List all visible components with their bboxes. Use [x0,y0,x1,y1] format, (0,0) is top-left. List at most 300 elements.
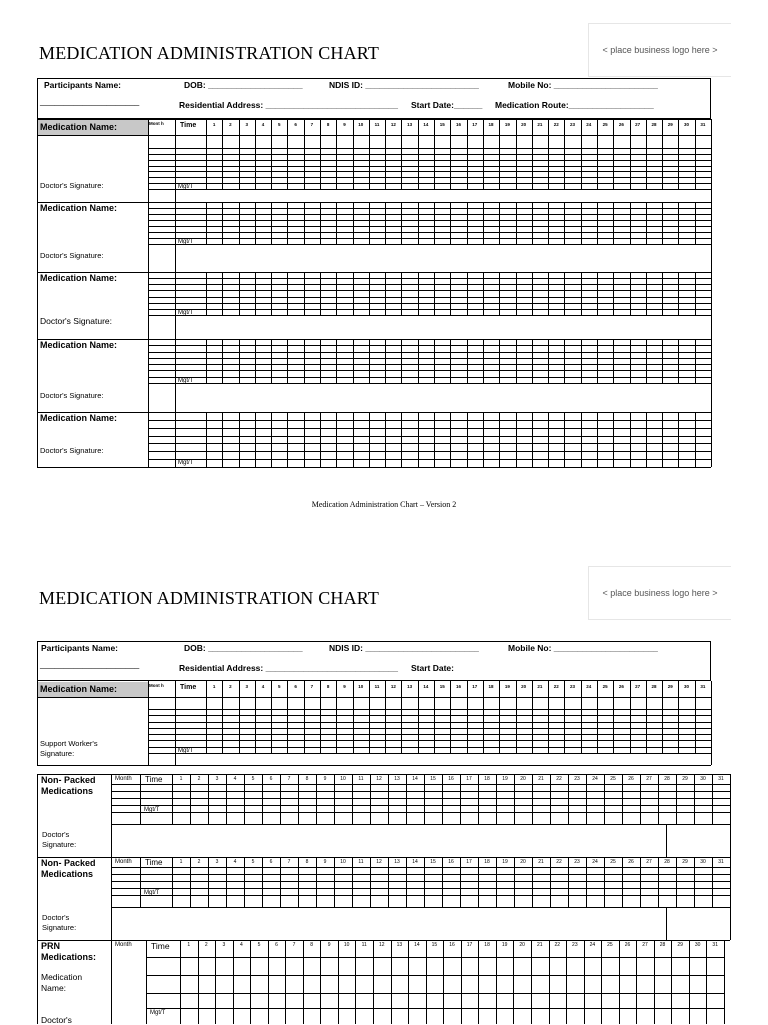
block-bottom-line [37,940,730,941]
day-column-line [287,119,288,189]
grid-row-line [148,238,711,239]
day-column-line [586,774,587,824]
doctor-signature-label[interactable]: Doctor's Signature: [42,830,77,849]
grid-row-line [148,226,711,227]
day-header: 6 [275,942,278,948]
day-header: 27 [635,684,641,689]
day-header: 10 [340,776,346,782]
day-header: 20 [520,776,526,782]
day-header: 16 [455,684,461,689]
mobile-field[interactable]: Mobile No: ______________________ [508,80,658,90]
day-column-line [320,681,321,753]
grid-left-border [37,857,38,940]
grid-row-line [148,358,711,359]
day-header: 26 [618,122,624,127]
month-column-line [148,119,149,202]
grid-row-line [148,297,711,298]
page-title-2: MEDICATION ADMINISTRATION CHART [39,588,380,608]
day-column-line [450,119,451,189]
mgt-label: Mgt/T [144,890,160,896]
day-header: 15 [430,776,436,782]
day-header: 9 [323,776,327,782]
day-header: 16 [448,859,454,865]
time-column-header: Time [180,684,197,691]
month-header: Month [115,859,132,865]
day-header: 2 [197,776,201,782]
day-column-line [287,272,288,315]
day-header: 9 [343,684,346,689]
logo-placeholder: < place business logo here > [588,23,731,77]
grid-row-line [148,459,711,460]
grid-right-border [711,119,712,467]
day-column-line [514,774,515,824]
day-column-line [418,272,419,315]
day-column-line [369,681,370,753]
day-column-line [460,857,461,907]
day-column-line [338,940,339,1024]
day-column-line [564,681,565,753]
grid-row-line [148,412,711,413]
day-column-line [450,412,451,467]
day-header: 19 [501,942,508,948]
day-header: 14 [412,859,418,865]
day-header: 11 [374,122,380,127]
day-column-line [222,412,223,467]
day-header: 12 [390,122,396,127]
grid-row-line [148,214,711,215]
day-column-line [499,681,500,753]
day-column-line [461,940,462,1024]
day-column-line [442,774,443,824]
prn-label: PRN Medications: [41,941,97,962]
day-header: 31 [700,684,706,689]
day-column-line [434,339,435,383]
mgt-label: Mgt/T [178,184,194,191]
day-column-line [206,202,207,244]
day-column-line [271,339,272,383]
day-column-line [418,119,419,189]
day-column-line [499,339,500,383]
month-column-line [148,339,149,412]
day-header: 25 [602,122,608,127]
day-header: 19 [504,122,510,127]
day-header: 21 [538,859,544,865]
grid-row-line [148,364,711,365]
day-column-line [483,412,484,467]
day-column-line [388,774,389,824]
day-column-line [401,681,402,753]
mgt-label: Mgt/T [178,239,194,245]
day-header: 2 [229,122,232,127]
grid-row-line [148,753,711,754]
day-column-line [712,774,713,824]
day-header: 30 [694,942,701,948]
day-column-line [706,940,707,1024]
day-column-line [662,412,663,467]
day-column-line [255,412,256,467]
day-column-line [388,857,389,907]
day-header: 16 [449,942,455,948]
time-header: Time [145,775,163,784]
day-column-line [658,857,659,907]
day-header: 23 [570,684,576,689]
day-column-line [695,681,696,753]
day-header: 7 [287,859,291,865]
day-column-line [514,857,515,907]
day-header: 3 [245,122,248,127]
grid-row-line [111,824,730,825]
medication-name-label: Medication Name: [40,122,118,132]
day-column-line [499,202,500,244]
month-column-line [111,774,112,857]
time-header: Time [151,941,170,951]
day-header: 13 [396,942,403,948]
grid-row-line [148,345,711,346]
time-column-line [175,119,176,202]
grid-row-line [148,315,711,316]
day-column-line [239,412,240,467]
doctor-signature-label[interactable]: Doctor's Signature: [40,391,104,400]
day-column-line [369,119,370,189]
day-header: 15 [431,942,438,948]
grid-row-line [148,709,711,710]
day-header: 19 [502,776,508,782]
day-header: 23 [570,122,576,127]
day-column-line [172,774,173,824]
month-column-line [148,272,149,339]
day-column-line [604,857,605,907]
day-column-line [418,339,419,383]
day-header: 1 [212,684,216,689]
day-column-line [586,857,587,907]
day-header: 18 [484,776,490,782]
day-header: 16 [455,122,461,127]
day-column-line [336,119,337,189]
participant-name-label: Participants Name: [44,80,121,90]
time-column-line [140,857,141,907]
day-header: 21 [538,776,544,782]
day-column-line [418,681,419,753]
day-column-line [568,857,569,907]
block-top-line [37,774,730,775]
ndis-id-field-2[interactable]: NDIS ID: ________________________ [329,643,479,653]
day-column-line [597,412,598,467]
day-column-line [678,681,679,753]
day-header: 17 [472,684,478,689]
mgt-label: Mgt/T [178,747,194,754]
day-header: 3 [215,859,219,865]
day-column-line [564,202,565,244]
day-column-line [353,119,354,189]
day-column-line [467,339,468,383]
day-header: 22 [553,122,559,127]
grid-left-border [37,940,38,1024]
participant-name-line-2[interactable]: _____________________ [40,659,140,669]
day-column-line [442,857,443,907]
day-column-line [646,119,647,189]
day-column-line [206,272,207,315]
day-column-line [516,339,517,383]
day-column-line [678,339,679,383]
doctor-signature-label[interactable]: Doctor's Signature: [40,251,104,260]
day-header: 9 [323,859,327,865]
grid-right-border [730,857,731,940]
day-column-line [385,272,386,315]
day-column-line [630,202,631,244]
day-column-line [613,681,614,753]
day-column-line [467,119,468,189]
day-column-line [636,940,637,1024]
grid-row-line [148,428,711,429]
day-column-line [206,681,207,753]
day-column-line [676,774,677,824]
day-column-line [385,412,386,467]
day-column-line [280,774,281,824]
day-column-line [478,774,479,824]
month-column-line [111,857,112,940]
day-column-line [353,412,354,467]
mobile-field-2[interactable]: Mobile No: ______________________ [508,643,658,653]
grid-row-line [148,232,711,233]
day-column-line [548,202,549,244]
address-field[interactable]: Residential Address: ____________________________ [179,100,398,110]
day-header: 8 [326,684,330,689]
day-header: 1 [187,942,191,948]
day-column-line [613,412,614,467]
day-header: 2 [204,942,208,948]
day-column-line [255,119,256,189]
doctor-signature-label[interactable]: Doctor's Signature: [42,913,77,932]
month-header: Month [115,942,132,948]
day-column-line [678,412,679,467]
day-column-line [215,940,216,1024]
day-column-line [694,857,695,907]
day-column-line [478,857,479,907]
participant-header-box-2 [37,641,711,681]
day-header: 20 [519,942,525,948]
start-date-field-2[interactable]: Start Date: [411,663,454,673]
day-column-line [353,202,354,244]
grid-row-line [148,166,711,167]
day-column-line [450,272,451,315]
grid-row-line [148,177,711,178]
day-column-line [424,774,425,824]
day-header: 18 [488,122,494,127]
day-header: 29 [667,684,673,689]
day-header: 15 [439,122,445,127]
day-column-line [271,119,272,189]
day-header: 6 [269,776,273,782]
day-column-line [355,940,356,1024]
day-column-line [467,412,468,467]
day-column-line [483,681,484,753]
day-column-line [646,272,647,315]
grid-row-line [148,160,711,161]
address-field-2[interactable]: Residential Address: ____________________________ [179,663,398,673]
day-column-line [581,339,582,383]
start-date-field[interactable]: Start Date:______ [411,100,483,110]
day-header: 25 [607,942,613,948]
day-column-line [549,940,550,1024]
day-column-line [516,119,517,189]
signature-divider [666,824,667,857]
grid-row-line [148,208,711,209]
day-column-line [646,339,647,383]
medication-name-label: Medication Name: [40,684,118,694]
day-column-line [640,774,641,824]
grid-row-line [148,443,711,444]
ndis-id-field[interactable]: NDIS ID: ________________________ [329,80,479,90]
day-column-line [320,412,321,467]
grid-row-line [148,290,711,291]
day-column-line [662,681,663,753]
day-column-line [532,774,533,824]
grid-row-line [148,284,711,285]
day-column-line [222,272,223,315]
day-column-line [198,940,199,1024]
day-column-line [206,119,207,189]
day-column-line [619,940,620,1024]
day-column-line [712,857,713,907]
day-column-line [532,681,533,753]
participant-header-box [37,78,711,119]
grid-row-line [148,734,711,735]
day-column-line [450,339,451,383]
day-header: 17 [472,122,478,127]
day-header: 24 [586,684,592,689]
day-header: 20 [521,122,527,127]
day-header: 14 [414,942,420,948]
day-column-line [564,339,565,383]
day-header: 12 [390,684,396,689]
day-column-line [271,272,272,315]
day-header: 29 [667,122,673,127]
day-header: 8 [326,122,330,127]
day-header: 13 [407,122,413,127]
day-column-line [424,857,425,907]
day-column-line [496,940,497,1024]
day-header: 18 [484,859,490,865]
non-packed-label: Non- Packed Medications [41,858,96,879]
block-top-line [37,857,730,858]
grid-row-line [111,812,730,813]
day-column-line [630,272,631,315]
day-column-line [336,681,337,753]
time-column-header: Time [180,122,197,129]
day-header: 29 [677,942,683,948]
dob-field[interactable]: DOB: ____________________ [184,80,303,90]
day-column-line [564,272,565,315]
day-column-line [443,940,444,1024]
day-column-line [695,119,696,189]
day-column-line [566,940,567,1024]
day-column-line [298,857,299,907]
day-header: 19 [504,684,510,689]
grid-left-border [37,119,38,467]
day-column-line [434,681,435,753]
day-column-line [678,119,679,189]
grid-row-line [111,907,730,908]
day-column-line [385,202,386,244]
day-column-line [483,202,484,244]
day-column-line [662,339,663,383]
grid-right-border [724,940,725,1024]
day-header: 1 [179,776,183,782]
support-worker-signature-label[interactable]: Support Worker's Signature: [40,739,98,758]
day-column-line [369,202,370,244]
time-column-line [175,681,176,765]
day-column-line [352,857,353,907]
day-column-line [369,412,370,467]
day-header: 10 [358,122,364,127]
day-header: 8 [305,776,309,782]
prn-medication-name-label[interactable]: Medication Name: [41,972,83,993]
doctor-signature-label[interactable]: Doctor's Signature: [40,446,104,455]
day-header: 16 [448,776,454,782]
grid-row-line [148,451,711,452]
day-column-line [353,339,354,383]
day-column-line [622,857,623,907]
grid-row-line [148,244,711,245]
participant-name-label-2: Participants Name: [41,643,118,653]
mgt-label: Mgt/T [150,1010,166,1016]
day-header: 21 [536,942,543,948]
day-header: 31 [700,122,706,127]
day-header: 22 [553,684,559,689]
day-header: 9 [343,122,346,127]
day-column-line [239,681,240,753]
participant-name-line[interactable]: _____________________ [40,96,140,106]
grid-row-line [148,303,711,304]
grid-row-line [111,888,730,889]
medication-route-field[interactable]: Medication Route:__________________ [495,100,654,110]
grid-row-line [148,278,711,279]
day-column-line [190,857,191,907]
day-column-line [613,272,614,315]
day-column-line [695,272,696,315]
day-header: 11 [358,776,364,782]
dob-field-2[interactable]: DOB: ____________________ [184,643,303,653]
grid-row-line [148,740,711,741]
block-bottom-line [37,467,711,468]
doctor-signature-label[interactable]: Doctor's Signature: [40,316,113,326]
day-column-line [385,119,386,189]
day-header: 5 [257,942,261,948]
day-column-line [630,119,631,189]
doctor-signature-label[interactable]: Doctor's Signature: [40,181,104,190]
day-column-line [513,940,514,1024]
day-column-line [496,857,497,907]
day-column-line [581,272,582,315]
day-column-line [662,202,663,244]
grid-row-line [148,189,711,190]
footer-text: Medication Administration Chart – Version 2 [311,500,457,509]
grid-row-line [148,436,711,437]
day-column-line [336,339,337,383]
day-header: 24 [592,859,598,865]
day-column-line [320,339,321,383]
day-column-line [391,940,392,1024]
grid-row-line [111,784,730,785]
day-column-line [206,339,207,383]
day-header: 8 [305,859,309,865]
day-header: 21 [537,684,543,689]
day-column-line [450,681,451,753]
day-header: 14 [423,122,429,127]
day-column-line [597,272,598,315]
prn-doctor-label[interactable]: Doctor's [41,1015,72,1025]
day-header: 13 [407,684,413,689]
